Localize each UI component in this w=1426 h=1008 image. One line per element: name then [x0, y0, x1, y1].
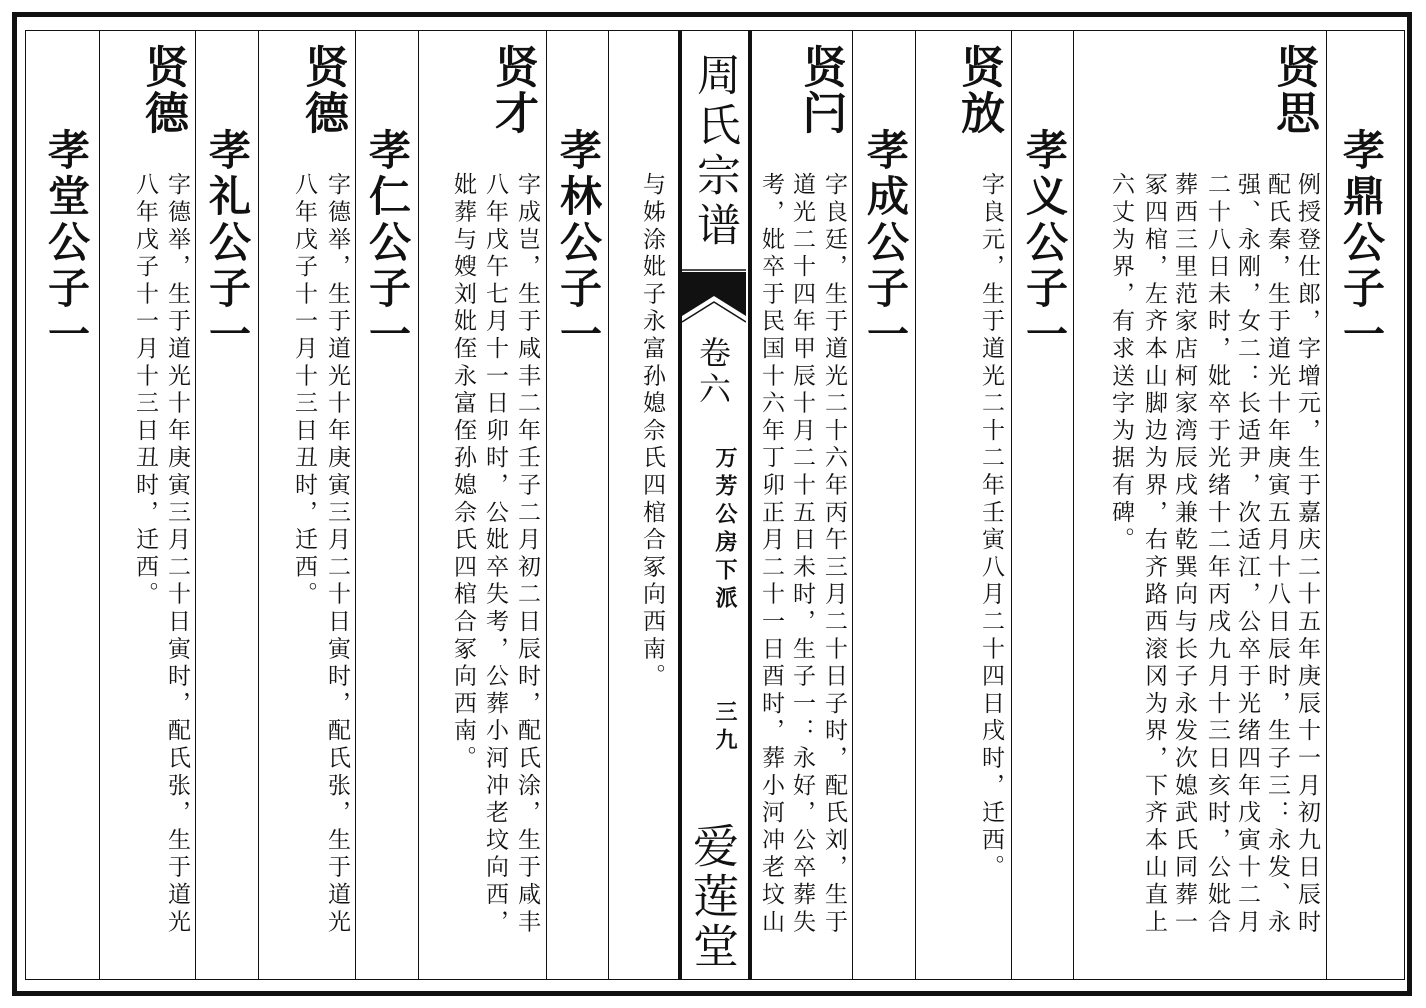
name-xiancai: 贤才 — [487, 44, 538, 136]
divider — [195, 30, 196, 980]
spine-title: 周氏宗谱 — [689, 52, 740, 252]
divider — [355, 30, 356, 980]
divider — [1011, 30, 1012, 980]
entry-line: 考，妣卒于民国十六年丁卯正月二十一日酉时，葬小河冲老坟山 — [758, 172, 784, 937]
heading-xiaocheng: 孝成公子一 — [861, 128, 910, 358]
heading-xiaoren: 孝仁公子一 — [363, 128, 412, 358]
heading-xiaoli: 孝礼公子一 — [203, 128, 252, 358]
spine-hall-name: 爱莲堂 — [686, 822, 740, 972]
heading-xiaoding: 孝鼎公子一 — [1337, 128, 1386, 358]
entry-line: 冢四棺，左齐本山脚边为界，右齐路西滚冈为界，下齐本山直上 — [1141, 172, 1167, 937]
heading-xiaolin: 孝林公子一 — [554, 128, 603, 358]
entry-line: 与姊涂妣子永富孙媳佘氏四棺合冢向西南。 — [639, 172, 665, 691]
divider — [99, 30, 100, 980]
name-xiande: 贤德 — [297, 44, 348, 136]
entry-line: 配氏秦，生于道光十年庚寅五月十八日辰时，生子三：永发、永 — [1264, 172, 1290, 937]
entry-line: 二十八日未时，妣卒于光绪十二年丙戌九月十三日亥时，公妣合 — [1204, 172, 1230, 937]
entry-line: 八年戊子十一月十三日丑时，迁西。 — [291, 172, 317, 609]
entry-line: 道光二十四年甲辰十月二十五日未时，生子一：永好，公卒葬失 — [789, 172, 815, 937]
divider — [418, 30, 419, 980]
name-xiande: 贤德 — [137, 44, 188, 136]
entry-line: 字德举，生于道光十年庚寅三月二十日寅时，配氏张，生于道光 — [324, 172, 350, 937]
divider — [258, 30, 259, 980]
entry-line: 葬西三里范家店柯家湾辰戌兼乾巽向与长子永发次媳武氏同葬一 — [1171, 172, 1197, 937]
entry-line: 八年戊子十一月十三日丑时，迁西。 — [132, 172, 158, 609]
heading-xiaoyi: 孝义公子一 — [1020, 128, 1069, 358]
spine-volume: 卷六 — [694, 336, 732, 408]
divider — [852, 30, 853, 980]
entry-line: 八年戊午七月十一日卯时，公妣卒失考，公葬小河冲老坟向西， — [482, 172, 508, 937]
name-xiansi: 贤思 — [1268, 44, 1319, 136]
entry-line: 例授登仕郎，字增元，生于嘉庆二十五年庚辰十一月初九日辰时 — [1294, 172, 1320, 937]
spine-fishtail — [682, 268, 746, 330]
entry-line: 字成岂，生于咸丰二年壬子二月初二日辰时，配氏涂，生于咸丰 — [514, 172, 540, 937]
name-xianyun: 贤闩 — [795, 44, 846, 136]
divider — [1073, 30, 1074, 980]
entry-line: 妣葬与嫂刘妣侄永富侄孙媳佘氏四棺合冢向西南。 — [450, 172, 476, 773]
spine-border-right — [748, 30, 752, 980]
divider — [546, 30, 547, 980]
entry-line: 六丈为界，有求送字为据有碑。 — [1108, 172, 1134, 555]
entry-line: 字德举，生于道光十年庚寅三月二十日寅时，配氏张，生于道光 — [164, 172, 190, 937]
divider — [915, 30, 916, 980]
spine-border-left — [678, 30, 682, 980]
entry-line: 字良元，生于道光二十二年壬寅八月二十四日戌时，迁西。 — [978, 172, 1004, 882]
spine-page-number: 三九 — [712, 700, 738, 756]
divider — [1326, 30, 1327, 980]
heading-xiaotang: 孝堂公子一 — [42, 128, 91, 358]
entry-line: 字良廷，生于道光二十六年丙午三月二十日子时，配氏刘，生于 — [821, 172, 847, 937]
divider — [608, 30, 609, 980]
spine-branch: 万芳公房下派 — [712, 446, 738, 614]
entry-line: 强、永刚，女二：长适尹，次适江，公卒于光绪四年戊寅十二月 — [1234, 172, 1260, 937]
name-xianfang: 贤放 — [953, 44, 1004, 136]
